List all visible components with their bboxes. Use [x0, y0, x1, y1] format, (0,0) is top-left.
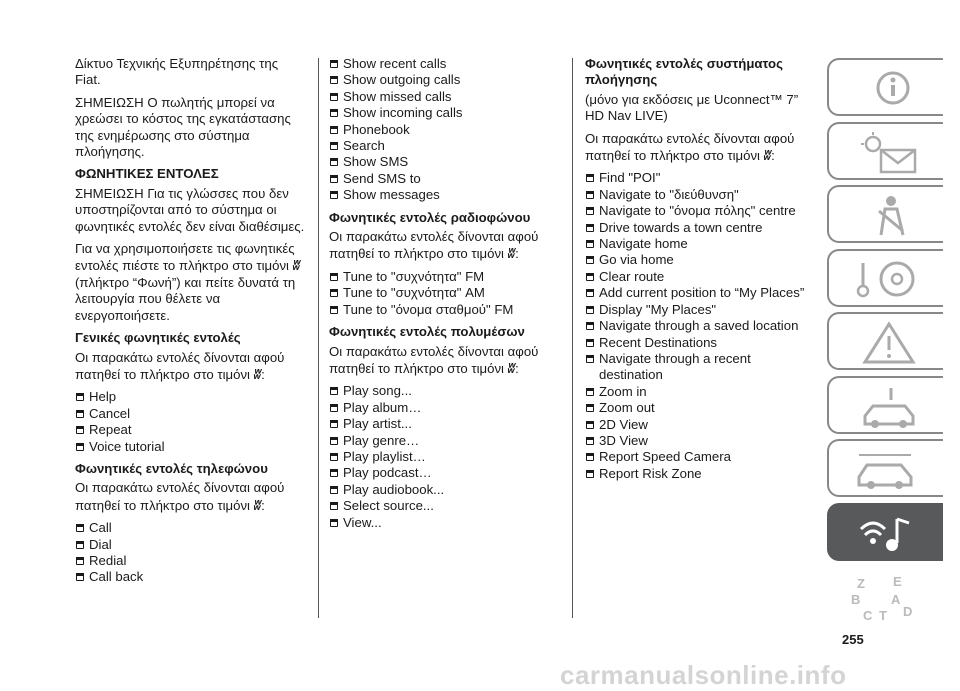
- list-item: Play audiobook...: [329, 482, 561, 498]
- list-item: 3D View: [585, 433, 817, 449]
- nav-intro-text: Οι παρακάτω εντολές δίνονται αφού πατηθεί το πλήκτρο στο τιμόνι: [585, 130, 795, 164]
- calls-list: [329, 56, 561, 204]
- tab-index[interactable]: [827, 566, 943, 624]
- list-item: Voice tutorial: [75, 439, 307, 455]
- tab-starting-driving[interactable]: [827, 249, 943, 307]
- list-item: Play album…: [329, 400, 561, 416]
- info-icon: [851, 66, 921, 112]
- list-item: Show outgoing calls: [329, 72, 561, 88]
- list-item: Navigate home: [585, 236, 817, 252]
- column-1: [75, 56, 307, 592]
- list-item: Help: [75, 389, 307, 405]
- list-item: Zoom in: [585, 384, 817, 400]
- radio-heading: Φωνητικές εντολές ραδιοφώνου: [329, 209, 531, 225]
- list-item: Show missed calls: [329, 89, 561, 105]
- list-item: Show SMS: [329, 154, 561, 170]
- index-letter: T: [879, 608, 887, 623]
- column-divider: [318, 58, 319, 618]
- multimedia-icon: [851, 511, 921, 557]
- radio-intro: Οι παρακάτω εντολές δίνονται αφού πατηθεί το πλήκτρο στο τιμόνι ʬ:: [329, 229, 539, 262]
- index-letter: E: [893, 574, 902, 589]
- list-item: Recent Destinations: [585, 335, 817, 351]
- tab-info[interactable]: [827, 58, 943, 116]
- media-list: [329, 383, 561, 531]
- tab-warning-lights[interactable]: [827, 122, 943, 180]
- chapter-tabs: [827, 58, 943, 630]
- list-item: Repeat: [75, 422, 307, 438]
- phone-list: [75, 520, 307, 586]
- voice-button-icon: ʬ: [253, 496, 262, 513]
- seatbelt-airbag-icon: [851, 193, 921, 239]
- media-heading: Φωνητικές εντολές πολυμέσων: [329, 324, 525, 340]
- list-item: Cancel: [75, 406, 307, 422]
- tab-safety[interactable]: [827, 185, 943, 243]
- phone-intro: Οι παρακάτω εντολές δίνονται αφού πατηθεί το πλήκτρο στο τιμόνι ʬ:: [75, 480, 285, 513]
- radio-list: [329, 269, 561, 318]
- list-item: Play artist...: [329, 416, 561, 432]
- tab-maintenance[interactable]: [827, 376, 943, 434]
- car-specs-icon: [851, 447, 921, 493]
- general-list: [75, 389, 307, 455]
- tab-technical-data[interactable]: [827, 439, 943, 497]
- voice-button-icon: ʬ: [507, 359, 516, 376]
- list-item: Report Speed Camera: [585, 449, 817, 465]
- list-item: Call: [75, 520, 307, 536]
- usage-text-a: Για να χρησιμοποιήσετε τις φωνητικές εντολές πιέστε το πλήκτρο στο τιμόνι: [75, 241, 295, 274]
- index-letter: A: [891, 592, 901, 607]
- list-item: Play genre…: [329, 433, 561, 449]
- list-item: Call back: [75, 569, 307, 585]
- tab-emergency[interactable]: [827, 312, 943, 370]
- general-heading: Γενικές φωνητικές εντολές: [75, 330, 241, 346]
- nav-list: [585, 170, 817, 482]
- watermark: carmanualsonline.info: [560, 660, 847, 690]
- list-item: Send SMS to: [329, 171, 561, 187]
- phone-intro-text: Οι παρακάτω εντολές δίνονται αφού πατηθεί το πλήκτρο στο τιμόνι: [75, 480, 285, 513]
- usage-text-b: (πλήκτρο “Φωνή”) και πείτε δυνατά τη λειτουργία που θέλετε να ενεργοποιήσετε.: [75, 274, 296, 323]
- media-intro-text: Οι παρακάτω εντολές δίνονται αφού πατηθεί το πλήκτρο στο τιμόνι: [329, 343, 539, 376]
- note-languages: ΣΗΜΕΙΩΣΗ Για τις γλώσσες που δεν υποστηρίζονται από το σύστημα οι φωνητικές εντολές δεν είναι διαθέσιμες.: [75, 185, 305, 234]
- index-letter: Z: [857, 576, 865, 591]
- voice-button-icon: ʬ: [292, 257, 301, 274]
- voice-button-icon: ʬ: [253, 365, 262, 382]
- general-intro: Οι παρακάτω εντολές δίνονται αφού πατηθεί το πλήκτρο στο τιμόνι ʬ:: [75, 349, 285, 382]
- list-item: 2D View: [585, 417, 817, 433]
- list-item: Zoom out: [585, 400, 817, 416]
- list-item: Select source...: [329, 498, 561, 514]
- tab-multimedia[interactable]: [827, 503, 943, 561]
- nav-intro: Οι παρακάτω εντολές δίνονται αφού πατηθεί το πλήκτρο στο τιμόνι ʬ:: [585, 130, 795, 164]
- usage-text: [75, 241, 307, 324]
- column-3: [585, 56, 817, 488]
- index-letter: C: [863, 608, 873, 623]
- key-steering-icon: [851, 257, 921, 303]
- list-item: Play playlist…: [329, 449, 561, 465]
- nav-heading: Φωνητικές εντολές συστήματος πλοήγησης: [585, 56, 783, 88]
- wrench-car-icon: [851, 384, 921, 430]
- list-item: Tune to "όνομα σταθμού" FM: [329, 302, 561, 318]
- list-item: Dial: [75, 537, 307, 553]
- list-item: Search: [329, 138, 561, 154]
- list-item: Report Risk Zone: [585, 466, 817, 482]
- list-item: Show recent calls: [329, 56, 561, 72]
- voice-commands-heading: ΦΩΝΗΤΙΚΕΣ ΕΝΤΟΛΕΣ: [75, 166, 219, 182]
- list-item: Show messages: [329, 187, 561, 203]
- road-triangle-icon: [851, 320, 921, 366]
- index-icon: [849, 572, 929, 624]
- page-number: 255: [842, 632, 864, 647]
- list-item: Navigate to "διεύθυνση": [585, 187, 817, 203]
- list-item: Go via home: [585, 252, 817, 268]
- nav-subtitle: (μόνο για εκδόσεις με Uconnect™ 7” HD Nav LIVE): [585, 91, 799, 124]
- list-item: Navigate through a saved location: [585, 318, 817, 334]
- list-item: Navigate through a recent destination: [585, 351, 817, 384]
- column-2: [329, 56, 561, 537]
- list-item: Clear route: [585, 269, 817, 285]
- general-intro-text: Οι παρακάτω εντολές δίνονται αφού πατηθεί το πλήκτρο στο τιμόνι: [75, 349, 285, 382]
- list-item: Show incoming calls: [329, 105, 561, 121]
- media-intro: Οι παρακάτω εντολές δίνονται αφού πατηθεί το πλήκτρο στο τιμόνι ʬ:: [329, 343, 539, 376]
- list-item: Tune to "συχνότητα" FM: [329, 269, 561, 285]
- index-letter: D: [903, 604, 913, 619]
- list-item: Phonebook: [329, 122, 561, 138]
- intro-text: Δίκτυο Τεχνικής Εξυπηρέτησης της Fiat.: [75, 56, 279, 88]
- column-divider: [572, 58, 573, 618]
- list-item: Navigate to "όνομα πόλης" centre: [585, 203, 817, 219]
- list-item: View...: [329, 515, 561, 531]
- phone-heading: Φωνητικές εντολές τηλεφώνου: [75, 460, 268, 476]
- list-item: Redial: [75, 553, 307, 569]
- list-item: Display "My Places": [585, 302, 817, 318]
- voice-button-icon: ʬ: [507, 245, 516, 262]
- list-item: Play song...: [329, 383, 561, 399]
- voice-button-icon: ʬ: [763, 147, 772, 164]
- list-item: Play podcast…: [329, 465, 561, 481]
- list-item: Tune to "συχνότητα" AM: [329, 285, 561, 301]
- warning-lights-icon: [851, 130, 921, 176]
- index-letter: B: [851, 592, 861, 607]
- list-item: Add current position to “My Places”: [585, 285, 817, 301]
- list-item: Drive towards a town centre: [585, 220, 817, 236]
- note-update-cost: ΣΗΜΕΙΩΣΗ Ο πωλητής μπορεί να χρεώσει το κόστος της εγκατάστασης της ενημέρωσης στο σύστημα πλοήγησης.: [75, 94, 291, 160]
- radio-intro-text: Οι παρακάτω εντολές δίνονται αφού πατηθεί το πλήκτρο στο τιμόνι: [329, 229, 539, 262]
- list-item: Find "POI": [585, 170, 817, 186]
